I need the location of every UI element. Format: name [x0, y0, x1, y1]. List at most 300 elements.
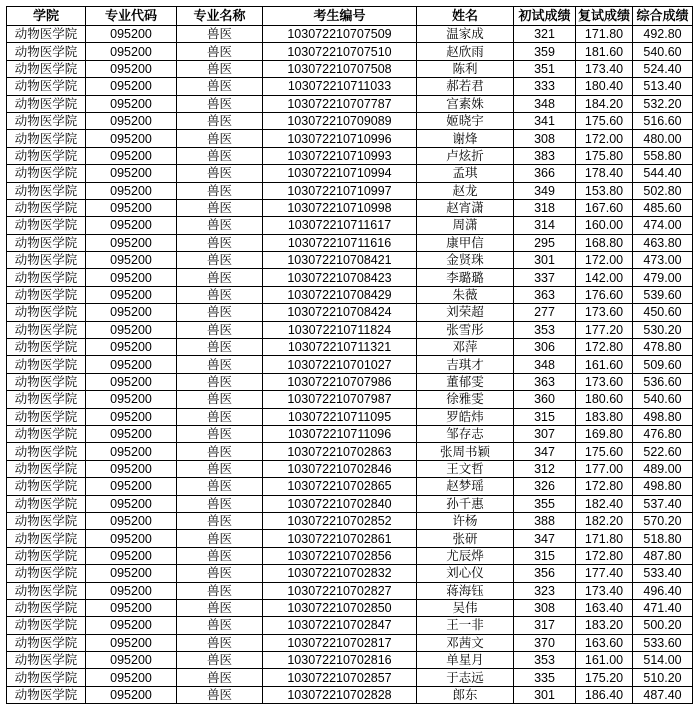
candidate-id-cell: 103072210702856: [263, 547, 417, 564]
college-cell: 动物医学院: [7, 182, 86, 199]
total-score-cell: 524.40: [633, 60, 693, 77]
major-code-cell: 095200: [86, 425, 177, 442]
major-name-cell: 兽医: [177, 478, 263, 495]
table-row: [7, 304, 693, 321]
major-name-cell: 兽医: [177, 147, 263, 164]
total-score-cell: 513.40: [633, 78, 693, 95]
major-name-cell: 兽医: [177, 425, 263, 442]
major-code-cell: 095200: [86, 165, 177, 182]
retest-score-cell: 142.00: [576, 269, 633, 286]
major-code-cell: 095200: [86, 286, 177, 303]
total-score-cell: 540.60: [633, 391, 693, 408]
retest-score-cell: 172.80: [576, 339, 633, 356]
retest-score-cell: 181.60: [576, 43, 633, 60]
total-score-cell: 498.80: [633, 408, 693, 425]
table-row: [7, 686, 693, 703]
candidate-id-cell: 103072210711824: [263, 321, 417, 338]
table-row: [7, 460, 693, 477]
total-score-cell: 492.80: [633, 26, 693, 43]
major-name-cell: 兽医: [177, 252, 263, 269]
name-cell: 陈利: [417, 60, 514, 77]
retest-score-cell: 183.20: [576, 617, 633, 634]
major-code-cell: 095200: [86, 304, 177, 321]
major-code-cell: 095200: [86, 43, 177, 60]
major-name-cell: 兽医: [177, 408, 263, 425]
total-score-cell: 500.20: [633, 617, 693, 634]
retest-score-cell: 180.60: [576, 391, 633, 408]
total-score-cell: 474.00: [633, 217, 693, 234]
table-body: [7, 26, 693, 704]
major-code-cell: 095200: [86, 147, 177, 164]
retest-score-cell: 167.60: [576, 199, 633, 216]
retest-score-cell: 183.80: [576, 408, 633, 425]
candidate-id-cell: 103072210711095: [263, 408, 417, 425]
candidate-id-cell: 103072210702828: [263, 686, 417, 703]
major-name-cell: 兽医: [177, 530, 263, 547]
initial-score-cell: 341: [514, 112, 576, 129]
college-cell: 动物医学院: [7, 617, 86, 634]
candidate-id-cell: 103072210708424: [263, 304, 417, 321]
table-row: [7, 565, 693, 582]
major-code-cell: 095200: [86, 669, 177, 686]
college-cell: 动物医学院: [7, 286, 86, 303]
retest-score-cell: 172.00: [576, 252, 633, 269]
major-code-cell: 095200: [86, 460, 177, 477]
name-cell: 赵龙: [417, 182, 514, 199]
college-cell: 动物医学院: [7, 199, 86, 216]
candidate-id-cell: 103072210710993: [263, 147, 417, 164]
candidate-id-cell: 103072210702817: [263, 634, 417, 651]
college-cell: 动物医学院: [7, 582, 86, 599]
major-code-cell: 095200: [86, 582, 177, 599]
table-row: [7, 252, 693, 269]
header-retest-score: 复试成绩: [576, 7, 633, 26]
initial-score-cell: 312: [514, 460, 576, 477]
candidate-id-cell: 103072210702852: [263, 512, 417, 529]
candidate-id-cell: 103072210702827: [263, 582, 417, 599]
initial-score-cell: 353: [514, 321, 576, 338]
total-score-cell: 536.60: [633, 373, 693, 390]
retest-score-cell: 173.60: [576, 373, 633, 390]
table-row: [7, 182, 693, 199]
college-cell: 动物医学院: [7, 43, 86, 60]
total-score-cell: 558.80: [633, 147, 693, 164]
name-cell: 罗皓炜: [417, 408, 514, 425]
retest-score-cell: 177.00: [576, 460, 633, 477]
initial-score-cell: 359: [514, 43, 576, 60]
candidate-id-cell: 103072210707510: [263, 43, 417, 60]
table-row: [7, 339, 693, 356]
initial-score-cell: 318: [514, 199, 576, 216]
table-row: [7, 269, 693, 286]
total-score-cell: 539.60: [633, 286, 693, 303]
name-cell: 许杨: [417, 512, 514, 529]
retest-score-cell: 168.80: [576, 234, 633, 251]
college-cell: 动物医学院: [7, 391, 86, 408]
name-cell: 蒋海钰: [417, 582, 514, 599]
initial-score-cell: 348: [514, 356, 576, 373]
college-cell: 动物医学院: [7, 95, 86, 112]
retest-score-cell: 180.40: [576, 78, 633, 95]
name-cell: 卢炫折: [417, 147, 514, 164]
candidate-id-cell: 103072210711616: [263, 234, 417, 251]
total-score-cell: 510.20: [633, 669, 693, 686]
total-score-cell: 473.00: [633, 252, 693, 269]
major-name-cell: 兽医: [177, 582, 263, 599]
major-name-cell: 兽医: [177, 512, 263, 529]
name-cell: 孙千惠: [417, 495, 514, 512]
total-score-cell: 496.40: [633, 582, 693, 599]
table-row: [7, 95, 693, 112]
initial-score-cell: 308: [514, 130, 576, 147]
major-name-cell: 兽医: [177, 443, 263, 460]
retest-score-cell: 153.80: [576, 182, 633, 199]
header-candidate-id: 考生编号: [263, 7, 417, 26]
major-name-cell: 兽医: [177, 321, 263, 338]
major-code-cell: 095200: [86, 269, 177, 286]
table-row: [7, 43, 693, 60]
header-major-name: 专业名称: [177, 7, 263, 26]
major-name-cell: 兽医: [177, 634, 263, 651]
name-cell: 王文哲: [417, 460, 514, 477]
name-cell: 赵宵潇: [417, 199, 514, 216]
table-row: [7, 78, 693, 95]
retest-score-cell: 175.20: [576, 669, 633, 686]
admission-score-table: [6, 6, 693, 704]
college-cell: 动物医学院: [7, 669, 86, 686]
major-code-cell: 095200: [86, 391, 177, 408]
major-name-cell: 兽医: [177, 669, 263, 686]
name-cell: 宫素姝: [417, 95, 514, 112]
initial-score-cell: 306: [514, 339, 576, 356]
major-code-cell: 095200: [86, 95, 177, 112]
major-name-cell: 兽医: [177, 43, 263, 60]
total-score-cell: 514.00: [633, 652, 693, 669]
total-score-cell: 540.60: [633, 43, 693, 60]
total-score-cell: 509.60: [633, 356, 693, 373]
candidate-id-cell: 103072210709089: [263, 112, 417, 129]
initial-score-cell: 307: [514, 425, 576, 442]
major-code-cell: 095200: [86, 26, 177, 43]
major-code-cell: 095200: [86, 634, 177, 651]
name-cell: 康甲信: [417, 234, 514, 251]
initial-score-cell: 363: [514, 373, 576, 390]
retest-score-cell: 175.60: [576, 112, 633, 129]
initial-score-cell: 349: [514, 182, 576, 199]
initial-score-cell: 301: [514, 686, 576, 703]
major-name-cell: 兽医: [177, 547, 263, 564]
major-code-cell: 095200: [86, 373, 177, 390]
total-score-cell: 471.40: [633, 599, 693, 616]
table-row: [7, 582, 693, 599]
initial-score-cell: 333: [514, 78, 576, 95]
major-code-cell: 095200: [86, 339, 177, 356]
college-cell: 动物医学院: [7, 321, 86, 338]
college-cell: 动物医学院: [7, 217, 86, 234]
table-row: [7, 495, 693, 512]
candidate-id-cell: 103072210708421: [263, 252, 417, 269]
major-name-cell: 兽医: [177, 269, 263, 286]
major-name-cell: 兽医: [177, 686, 263, 703]
major-name-cell: 兽医: [177, 130, 263, 147]
name-cell: 李璐璐: [417, 269, 514, 286]
college-cell: 动物医学院: [7, 130, 86, 147]
major-code-cell: 095200: [86, 652, 177, 669]
college-cell: 动物医学院: [7, 599, 86, 616]
table-row: [7, 443, 693, 460]
initial-score-cell: 363: [514, 286, 576, 303]
major-code-cell: 095200: [86, 199, 177, 216]
initial-score-cell: 351: [514, 60, 576, 77]
major-code-cell: 095200: [86, 234, 177, 251]
college-cell: 动物医学院: [7, 165, 86, 182]
name-cell: 董郁雯: [417, 373, 514, 390]
college-cell: 动物医学院: [7, 356, 86, 373]
major-name-cell: 兽医: [177, 617, 263, 634]
college-cell: 动物医学院: [7, 408, 86, 425]
candidate-id-cell: 103072210702857: [263, 669, 417, 686]
name-cell: 孟琪: [417, 165, 514, 182]
retest-score-cell: 177.20: [576, 321, 633, 338]
name-cell: 尤辰烨: [417, 547, 514, 564]
college-cell: 动物医学院: [7, 373, 86, 390]
total-score-cell: 478.80: [633, 339, 693, 356]
initial-score-cell: 295: [514, 234, 576, 251]
total-score-cell: 480.00: [633, 130, 693, 147]
name-cell: 张周书颖: [417, 443, 514, 460]
retest-score-cell: 163.60: [576, 634, 633, 651]
major-code-cell: 095200: [86, 408, 177, 425]
major-code-cell: 095200: [86, 60, 177, 77]
name-cell: 单星月: [417, 652, 514, 669]
major-name-cell: 兽医: [177, 652, 263, 669]
initial-score-cell: 366: [514, 165, 576, 182]
major-code-cell: 095200: [86, 112, 177, 129]
candidate-id-cell: 103072210708423: [263, 269, 417, 286]
initial-score-cell: 317: [514, 617, 576, 634]
candidate-id-cell: 103072210702861: [263, 530, 417, 547]
college-cell: 动物医学院: [7, 565, 86, 582]
candidate-id-cell: 103072210711321: [263, 339, 417, 356]
retest-score-cell: 175.60: [576, 443, 633, 460]
name-cell: 金贤珠: [417, 252, 514, 269]
major-code-cell: 095200: [86, 547, 177, 564]
retest-score-cell: 171.80: [576, 530, 633, 547]
total-score-cell: 476.80: [633, 425, 693, 442]
college-cell: 动物医学院: [7, 686, 86, 703]
total-score-cell: 502.80: [633, 182, 693, 199]
college-cell: 动物医学院: [7, 634, 86, 651]
name-cell: 邹存志: [417, 425, 514, 442]
college-cell: 动物医学院: [7, 425, 86, 442]
major-code-cell: 095200: [86, 321, 177, 338]
candidate-id-cell: 103072210708429: [263, 286, 417, 303]
major-name-cell: 兽医: [177, 234, 263, 251]
header-row: [7, 7, 693, 26]
major-name-cell: 兽医: [177, 286, 263, 303]
table-row: [7, 425, 693, 442]
name-cell: 刘荣超: [417, 304, 514, 321]
major-name-cell: 兽医: [177, 26, 263, 43]
initial-score-cell: 301: [514, 252, 576, 269]
major-code-cell: 095200: [86, 495, 177, 512]
table-row: [7, 512, 693, 529]
candidate-id-cell: 103072210710994: [263, 165, 417, 182]
table-row: [7, 199, 693, 216]
candidate-id-cell: 103072210702850: [263, 599, 417, 616]
retest-score-cell: 171.80: [576, 26, 633, 43]
total-score-cell: 498.80: [633, 478, 693, 495]
retest-score-cell: 175.80: [576, 147, 633, 164]
college-cell: 动物医学院: [7, 78, 86, 95]
college-cell: 动物医学院: [7, 112, 86, 129]
college-cell: 动物医学院: [7, 512, 86, 529]
initial-score-cell: 315: [514, 547, 576, 564]
initial-score-cell: 326: [514, 478, 576, 495]
initial-score-cell: 353: [514, 652, 576, 669]
college-cell: 动物医学院: [7, 478, 86, 495]
initial-score-cell: 360: [514, 391, 576, 408]
name-cell: 赵欣雨: [417, 43, 514, 60]
name-cell: 朱薇: [417, 286, 514, 303]
major-code-cell: 095200: [86, 565, 177, 582]
major-name-cell: 兽医: [177, 391, 263, 408]
retest-score-cell: 186.40: [576, 686, 633, 703]
header-major-code: 专业代码: [86, 7, 177, 26]
retest-score-cell: 169.80: [576, 425, 633, 442]
major-code-cell: 095200: [86, 182, 177, 199]
retest-score-cell: 160.00: [576, 217, 633, 234]
name-cell: 张雪彤: [417, 321, 514, 338]
initial-score-cell: 347: [514, 443, 576, 460]
table-row: [7, 478, 693, 495]
header-total-score: 综合成绩: [633, 7, 693, 26]
major-name-cell: 兽医: [177, 95, 263, 112]
table-row: [7, 217, 693, 234]
initial-score-cell: 315: [514, 408, 576, 425]
retest-score-cell: 182.40: [576, 495, 633, 512]
header-college: 学院: [7, 7, 86, 26]
college-cell: 动物医学院: [7, 460, 86, 477]
retest-score-cell: 173.40: [576, 582, 633, 599]
major-code-cell: 095200: [86, 599, 177, 616]
major-code-cell: 095200: [86, 512, 177, 529]
candidate-id-cell: 103072210702863: [263, 443, 417, 460]
retest-score-cell: 184.20: [576, 95, 633, 112]
major-name-cell: 兽医: [177, 78, 263, 95]
total-score-cell: 570.20: [633, 512, 693, 529]
initial-score-cell: 277: [514, 304, 576, 321]
major-code-cell: 095200: [86, 686, 177, 703]
major-name-cell: 兽医: [177, 182, 263, 199]
college-cell: 动物医学院: [7, 530, 86, 547]
initial-score-cell: 337: [514, 269, 576, 286]
initial-score-cell: 323: [514, 582, 576, 599]
name-cell: 于志远: [417, 669, 514, 686]
table-row: [7, 634, 693, 651]
total-score-cell: 450.60: [633, 304, 693, 321]
candidate-id-cell: 103072210702865: [263, 478, 417, 495]
major-code-cell: 095200: [86, 443, 177, 460]
initial-score-cell: 314: [514, 217, 576, 234]
table-row: [7, 321, 693, 338]
major-code-cell: 095200: [86, 130, 177, 147]
name-cell: 谢烽: [417, 130, 514, 147]
header-name: 姓名: [417, 7, 514, 26]
college-cell: 动物医学院: [7, 26, 86, 43]
initial-score-cell: 335: [514, 669, 576, 686]
candidate-id-cell: 103072210711096: [263, 425, 417, 442]
initial-score-cell: 383: [514, 147, 576, 164]
total-score-cell: 533.40: [633, 565, 693, 582]
total-score-cell: 485.60: [633, 199, 693, 216]
major-code-cell: 095200: [86, 356, 177, 373]
initial-score-cell: 347: [514, 530, 576, 547]
major-name-cell: 兽医: [177, 112, 263, 129]
candidate-id-cell: 103072210702846: [263, 460, 417, 477]
retest-score-cell: 172.00: [576, 130, 633, 147]
name-cell: 王一非: [417, 617, 514, 634]
table-row: [7, 26, 693, 43]
college-cell: 动物医学院: [7, 339, 86, 356]
major-code-cell: 095200: [86, 617, 177, 634]
total-score-cell: 522.60: [633, 443, 693, 460]
name-cell: 温家成: [417, 26, 514, 43]
college-cell: 动物医学院: [7, 547, 86, 564]
initial-score-cell: 356: [514, 565, 576, 582]
total-score-cell: 537.40: [633, 495, 693, 512]
name-cell: 吴伟: [417, 599, 514, 616]
candidate-id-cell: 103072210707787: [263, 95, 417, 112]
total-score-cell: 463.80: [633, 234, 693, 251]
initial-score-cell: 348: [514, 95, 576, 112]
retest-score-cell: 161.00: [576, 652, 633, 669]
major-code-cell: 095200: [86, 478, 177, 495]
table-row: [7, 652, 693, 669]
total-score-cell: 489.00: [633, 460, 693, 477]
candidate-id-cell: 103072210707987: [263, 391, 417, 408]
candidate-id-cell: 103072210702816: [263, 652, 417, 669]
table-row: [7, 60, 693, 77]
major-name-cell: 兽医: [177, 165, 263, 182]
name-cell: 徐雅雯: [417, 391, 514, 408]
major-name-cell: 兽医: [177, 199, 263, 216]
candidate-id-cell: 103072210702847: [263, 617, 417, 634]
table-row: [7, 234, 693, 251]
initial-score-cell: 308: [514, 599, 576, 616]
table-row: [7, 356, 693, 373]
college-cell: 动物医学院: [7, 652, 86, 669]
initial-score-cell: 370: [514, 634, 576, 651]
table-row: [7, 147, 693, 164]
college-cell: 动物医学院: [7, 60, 86, 77]
candidate-id-cell: 103072210707986: [263, 373, 417, 390]
candidate-id-cell: 103072210710996: [263, 130, 417, 147]
table-row: [7, 408, 693, 425]
college-cell: 动物医学院: [7, 269, 86, 286]
table-row: [7, 599, 693, 616]
initial-score-cell: 388: [514, 512, 576, 529]
total-score-cell: 516.60: [633, 112, 693, 129]
candidate-id-cell: 103072210707509: [263, 26, 417, 43]
table-row: [7, 130, 693, 147]
major-name-cell: 兽医: [177, 356, 263, 373]
table-row: [7, 669, 693, 686]
total-score-cell: 544.40: [633, 165, 693, 182]
college-cell: 动物医学院: [7, 147, 86, 164]
major-code-cell: 095200: [86, 530, 177, 547]
total-score-cell: 518.80: [633, 530, 693, 547]
